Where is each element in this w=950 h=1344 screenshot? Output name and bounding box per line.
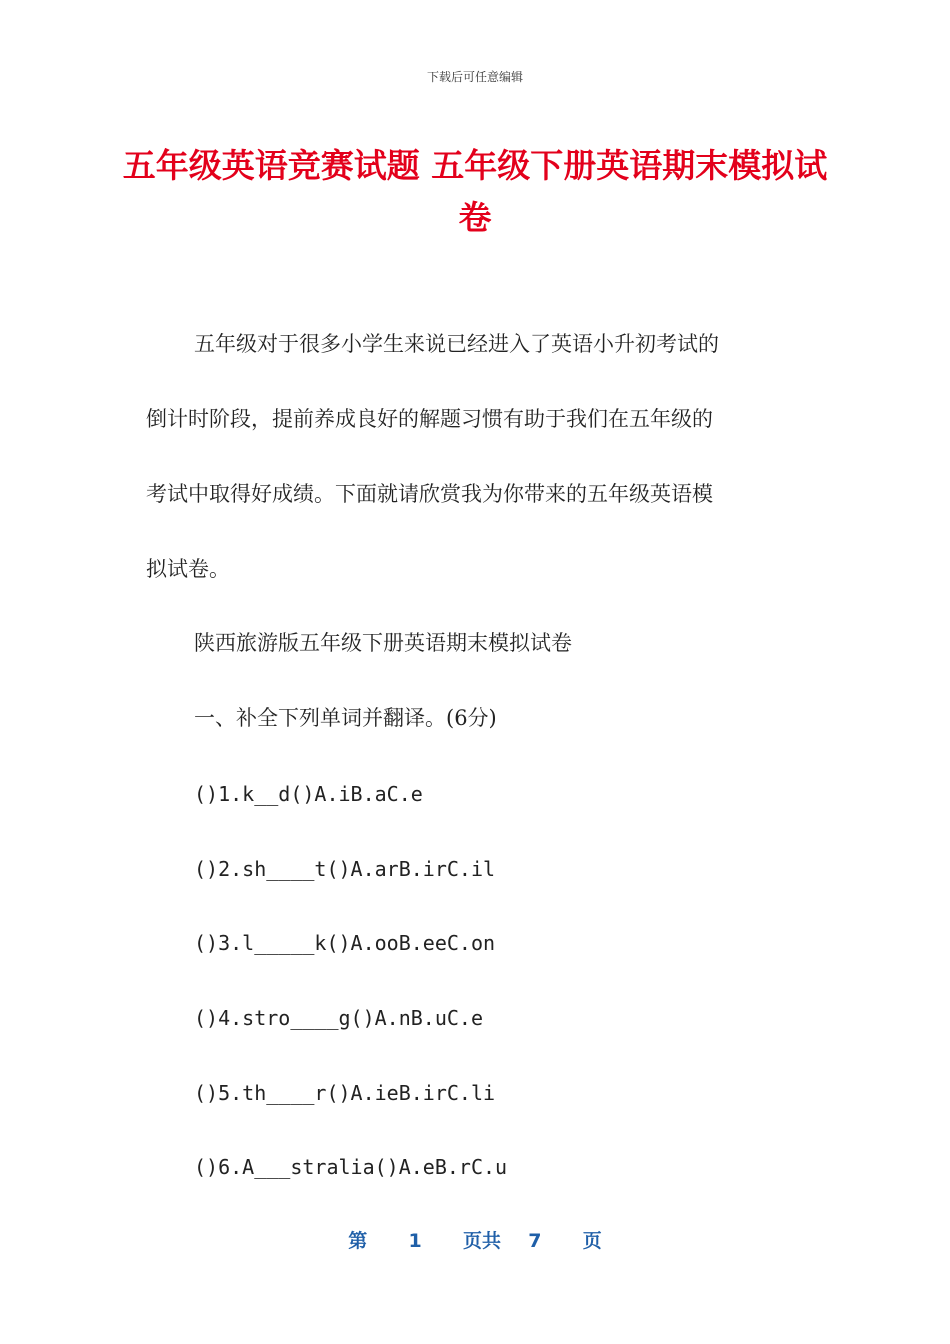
intro-line: 考试中取得好成绩。下面就请欣赏我为你带来的五年级英语模: [146, 482, 713, 506]
document-title: 五年级英语竞赛试题 五年级下册英语期末模拟试卷: [122, 146, 828, 237]
question-item: ()4.stro____g()A.nB.uC.e: [194, 1006, 483, 1030]
footer-page-mid: 页共: [462, 1230, 501, 1252]
question-item: ()2.sh____t()A.arB.irC.il: [194, 857, 496, 881]
question-item: ()6.A___stralia()A.eB.rC.u: [194, 1155, 508, 1179]
intro-line: 五年级对于很多小学生来说已经进入了英语小升初考试的: [194, 332, 719, 356]
footer-page-end: 页: [582, 1230, 602, 1252]
question-item: ()5.th____r()A.ieB.irC.li: [194, 1081, 496, 1105]
intro-line: 倒计时阶段，提前养成良好的解题习惯有助于我们在五年级的: [146, 407, 713, 431]
header-note: 下载后可任意编辑: [426, 70, 523, 84]
question-item: ()1.k__d()A.iB.aC.e: [194, 782, 423, 806]
page-footer: [0, 1226, 950, 1253]
intro-line: 拟试卷。: [146, 557, 230, 581]
section-heading: 一、补全下列单词并翻译。(6分): [194, 706, 497, 730]
footer-page-label: 第: [348, 1230, 368, 1252]
footer-total-pages: 7: [528, 1230, 542, 1252]
exam-title: 陕西旅游版五年级下册英语期末模拟试卷: [194, 631, 572, 655]
footer-page-number: 1: [408, 1230, 422, 1252]
question-item: ()3.l_____k()A.ooB.eeC.on: [194, 931, 496, 955]
